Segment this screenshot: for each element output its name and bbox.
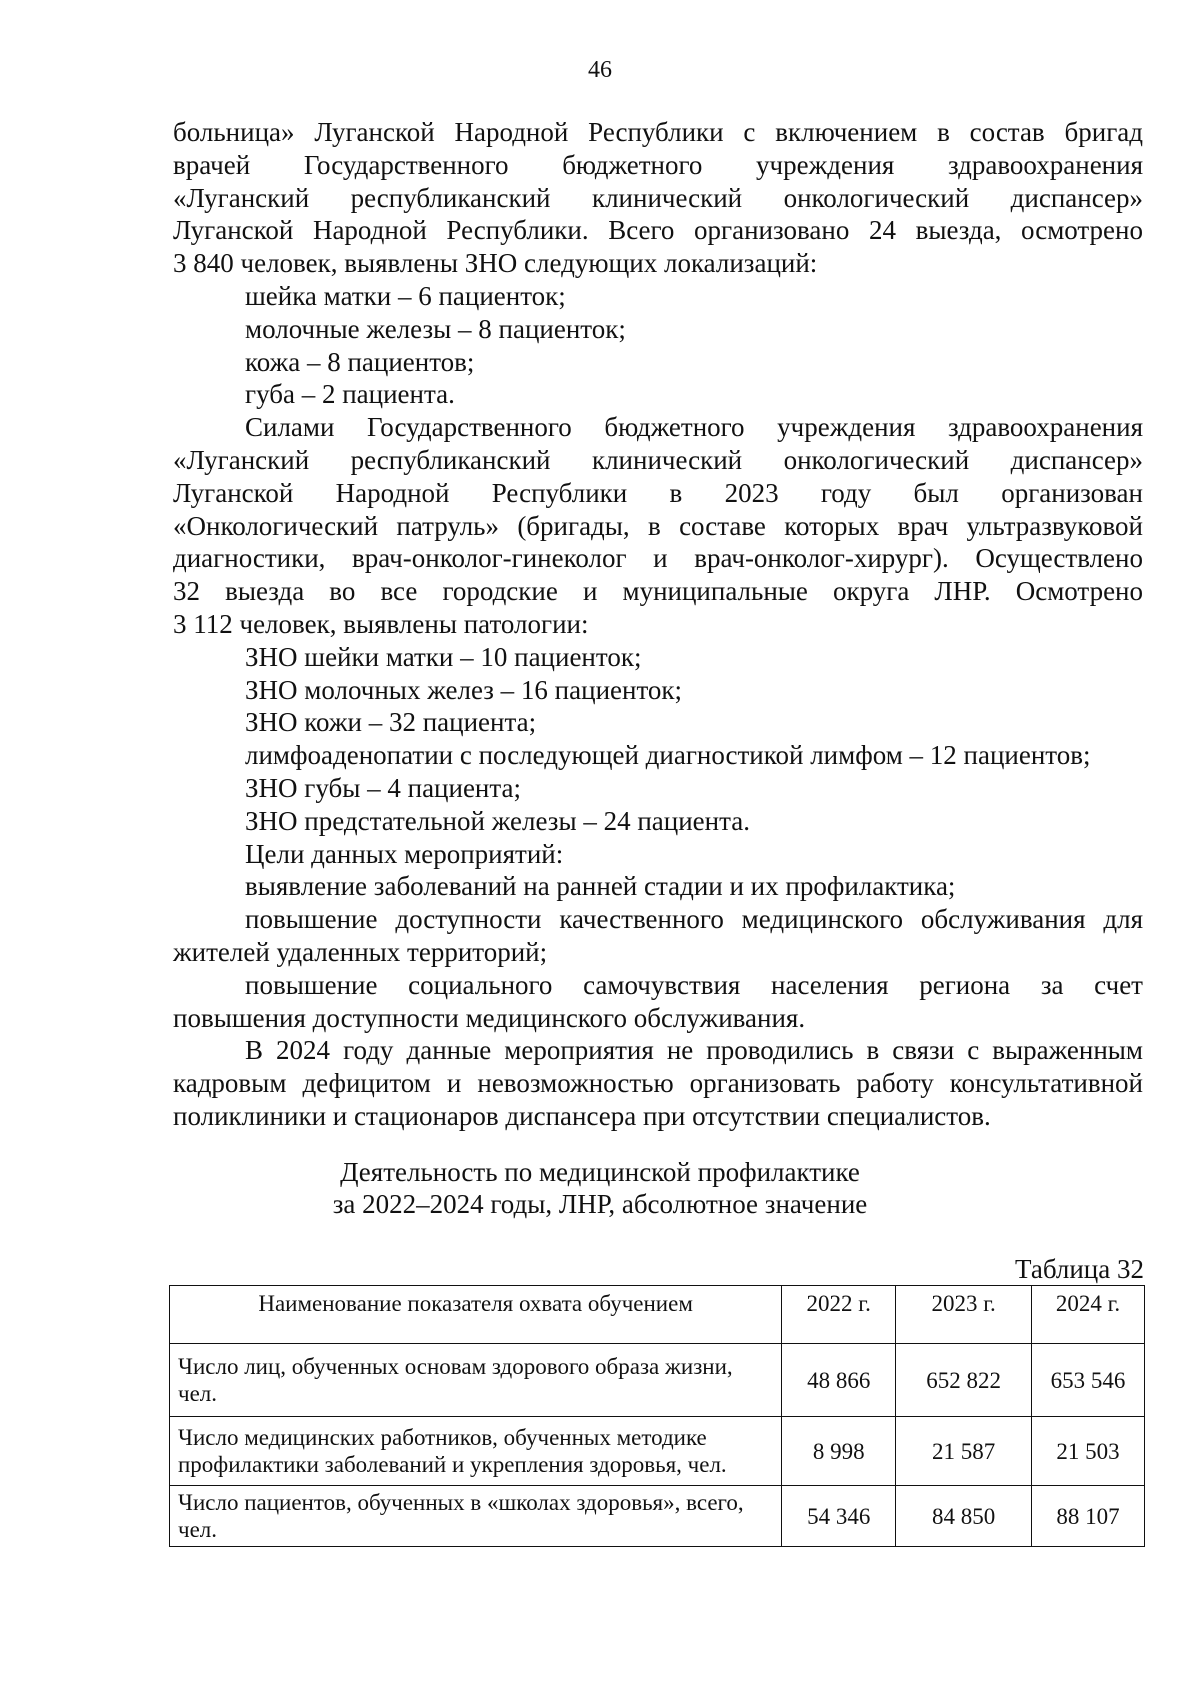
page-number: 46 bbox=[588, 57, 612, 83]
section-title-line: за 2022–2024 годы, ЛНР, абсолютное значение bbox=[332, 1189, 868, 1219]
paragraph-line: жителей удаленных территорий; bbox=[173, 936, 548, 967]
paragraph-line: «Луганский республиканский клинический онкологический диспансер» bbox=[173, 182, 1143, 213]
paragraph-line: врачей Государственного бюджетного учреждения здравоохранения bbox=[173, 149, 1143, 180]
table-header-cell: 2024 г. bbox=[1032, 1286, 1145, 1344]
paragraph-line: повышение доступности качественного медицинского обслуживания для bbox=[245, 904, 1143, 935]
row-label: Число пациентов, обученных в «школах здоровья», всего, чел. bbox=[170, 1486, 782, 1547]
body-text bbox=[173, 116, 1143, 1133]
table-cell: 653 546 bbox=[1032, 1344, 1145, 1417]
table-cell: 48 866 bbox=[782, 1344, 896, 1417]
table-caption: Таблица 32 bbox=[1015, 1254, 1144, 1284]
table-row bbox=[170, 1417, 1145, 1486]
paragraph-line: поликлиники и стационаров диспансера при отсутствии специалистов. bbox=[173, 1100, 991, 1131]
list-item: ЗНО молочных желез – 16 пациенток; bbox=[245, 674, 683, 705]
paragraph-line: 3 840 человек, выявлены ЗНО следующих локализаций: bbox=[173, 248, 818, 279]
row-label: Число лиц, обученных основам здорового образа жизни, чел. bbox=[170, 1344, 782, 1417]
list-item: молочные железы – 8 пациенток; bbox=[245, 313, 626, 344]
list-item: шейка матки – 6 пациенток; bbox=[245, 280, 566, 311]
section-title bbox=[0, 1156, 1200, 1220]
paragraph-line: Силами Государственного бюджетного учреждения здравоохранения bbox=[245, 412, 1143, 443]
table-cell: 8 998 bbox=[782, 1417, 896, 1486]
table-cell: 21 503 bbox=[1032, 1417, 1145, 1486]
list-item: ЗНО шейки матки – 10 пациенток; bbox=[245, 641, 642, 672]
paragraph-line: больница» Луганской Народной Республики с включением в состав бригад bbox=[173, 117, 1143, 147]
table-cell: 652 822 bbox=[896, 1344, 1032, 1417]
list-item: лимфоаденопатии с последующей диагностикой лимфом – 12 пациентов; bbox=[245, 740, 1091, 771]
section-title-line: Деятельность по медицинской профилактике bbox=[340, 1157, 860, 1187]
table-cell: 21 587 bbox=[896, 1417, 1032, 1486]
paragraph-line: 32 выезда во все городские и муниципальные округа ЛНР. Осмотрено bbox=[173, 576, 1143, 607]
list-item: кожа – 8 пациентов; bbox=[245, 346, 475, 377]
paragraph-line: «Луганский республиканский клинический онкологический диспансер» bbox=[173, 444, 1143, 475]
paragraph-line: 3 112 человек, выявлены патологии: bbox=[173, 608, 589, 639]
table-cell: 88 107 bbox=[1032, 1486, 1145, 1547]
table-header-row bbox=[170, 1286, 1145, 1344]
paragraph-line: В 2024 году данные мероприятия не проводились в связи с выраженным bbox=[245, 1035, 1143, 1066]
table-cell: 84 850 bbox=[896, 1486, 1032, 1547]
list-item: ЗНО губы – 4 пациента; bbox=[245, 772, 521, 803]
paragraph-line: повышение социального самочувствия населения региона за счет bbox=[245, 969, 1143, 1000]
table-row bbox=[170, 1344, 1145, 1417]
table-header-cell: 2022 г. bbox=[782, 1286, 896, 1344]
table-header-cell: 2023 г. bbox=[896, 1286, 1032, 1344]
list-item: ЗНО предстательной железы – 24 пациента. bbox=[245, 805, 750, 836]
table-header-cell: Наименование показателя охвата обучением bbox=[170, 1286, 782, 1344]
list-item: губа – 2 пациента. bbox=[245, 379, 455, 410]
table-cell: 54 346 bbox=[782, 1486, 896, 1547]
list-item: выявление заболеваний на ранней стадии и их профилактика; bbox=[245, 871, 956, 902]
row-label: Число медицинских работников, обученных методике профилактики заболеваний и укрепления здоровья, чел. bbox=[170, 1417, 782, 1486]
list-item: ЗНО кожи – 32 пациента; bbox=[245, 707, 537, 738]
paragraph-line: диагностики, врач-онколог-гинеколог и врач-онколог-хирург). Осуществлено bbox=[173, 543, 1143, 574]
data-table bbox=[169, 1285, 1145, 1547]
paragraph-line: кадровым дефицитом и невозможностью организовать работу консультативной bbox=[173, 1068, 1143, 1099]
paragraph-line: Луганской Народной Республики. Всего организовано 24 выезда, осмотрено bbox=[173, 215, 1143, 246]
paragraph-line: Луганской Народной Республики в 2023 году был организован bbox=[173, 477, 1143, 508]
table-row bbox=[170, 1486, 1145, 1547]
list-item: Цели данных мероприятий: bbox=[245, 838, 564, 869]
paragraph-line: повышения доступности медицинского обслуживания. bbox=[173, 1002, 806, 1033]
paragraph-line: «Онкологический патруль» (бригады, в составе которых врач ультразвуковой bbox=[173, 510, 1143, 541]
